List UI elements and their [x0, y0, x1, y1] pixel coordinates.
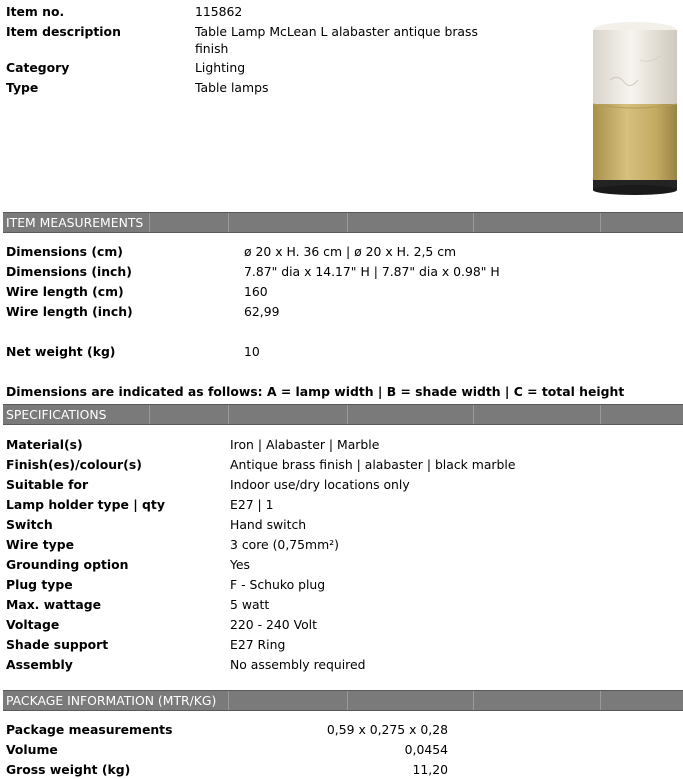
product-image-lamp	[590, 20, 680, 196]
spec-label: Material(s)	[6, 437, 83, 452]
spec-label: Switch	[6, 517, 53, 532]
spec-label: Grounding option	[6, 557, 129, 572]
package-label: Volume	[6, 742, 58, 757]
spec-value: E27 | 1	[230, 497, 274, 512]
package-value: 0,59 x 0,275 x 0,28	[326, 722, 448, 737]
measurement-label: Wire length (inch)	[6, 304, 133, 319]
spec-value: 5 watt	[230, 597, 270, 612]
measurement-label: Dimensions (cm)	[6, 244, 123, 259]
type-label: Type	[6, 80, 39, 95]
type-value: Table lamps	[195, 80, 269, 95]
section-title-package: PACKAGE INFORMATION (MTR/KG)	[6, 693, 217, 708]
measurement-label: Wire length (cm)	[6, 284, 124, 299]
section-title-specifications: SPECIFICATIONS	[6, 407, 107, 422]
measurement-value: 160	[244, 284, 268, 299]
spec-label: Lamp holder type | qty	[6, 497, 165, 512]
spec-label: Finish(es)/colour(s)	[6, 457, 142, 472]
package-value: 11,20	[412, 762, 448, 777]
spec-label: Wire type	[6, 537, 75, 552]
item-no-label: Item no.	[6, 4, 65, 19]
spec-label: Max. wattage	[6, 597, 101, 612]
dimensions-note: Dimensions are indicated as follows: A = lamp width | B = shade width | C = total height	[6, 384, 625, 399]
spec-label: Assembly	[6, 657, 73, 672]
package-value: 0,0454	[404, 742, 448, 757]
category-label: Category	[6, 60, 70, 75]
lamp-body-brass	[593, 104, 677, 180]
spec-value: Hand switch	[230, 517, 307, 532]
item-description-value-line1: Table Lamp McLean L alabaster antique brass	[195, 24, 478, 39]
lamp-shade-alabaster	[593, 30, 677, 104]
measurement-label: Dimensions (inch)	[6, 264, 132, 279]
package-label: Package measurements	[6, 722, 173, 737]
spec-value: Indoor use/dry locations only	[230, 477, 410, 492]
spec-label: Suitable for	[6, 477, 89, 492]
section-bar-package	[3, 690, 683, 711]
spec-value: 220 - 240 Volt	[230, 617, 317, 632]
spec-value: E27 Ring	[230, 637, 286, 652]
section-bar-measurements	[3, 212, 683, 233]
spec-value: Yes	[230, 557, 251, 572]
spec-value: Iron | Alabaster | Marble	[230, 437, 380, 452]
category-value: Lighting	[195, 60, 246, 75]
net-weight-label: Net weight (kg)	[6, 344, 116, 359]
spec-value: 3 core (0,75mm²)	[230, 537, 339, 552]
spec-value: F - Schuko plug	[230, 577, 326, 592]
measurement-value: 7.87" dia x 14.17" H | 7.87" dia x 0.98" H	[244, 264, 500, 279]
spec-value: Antique brass finish | alabaster | black marble	[230, 457, 516, 472]
item-description-label: Item description	[6, 24, 121, 39]
net-weight-value: 10	[244, 344, 260, 359]
section-bar-specifications	[3, 404, 683, 425]
item-no-value: 115862	[195, 4, 243, 19]
spec-label: Plug type	[6, 577, 73, 592]
measurement-value: 62,99	[244, 304, 280, 319]
package-label: Gross weight (kg)	[6, 762, 131, 777]
spec-value: No assembly required	[230, 657, 366, 672]
spec-label: Voltage	[6, 617, 60, 632]
item-description-value-line2: finish	[195, 41, 229, 56]
section-title-measurements: ITEM MEASUREMENTS	[6, 215, 144, 230]
spec-label: Shade support	[6, 637, 109, 652]
measurement-value: ø 20 x H. 36 cm | ø 20 x H. 2,5 cm	[244, 244, 457, 259]
